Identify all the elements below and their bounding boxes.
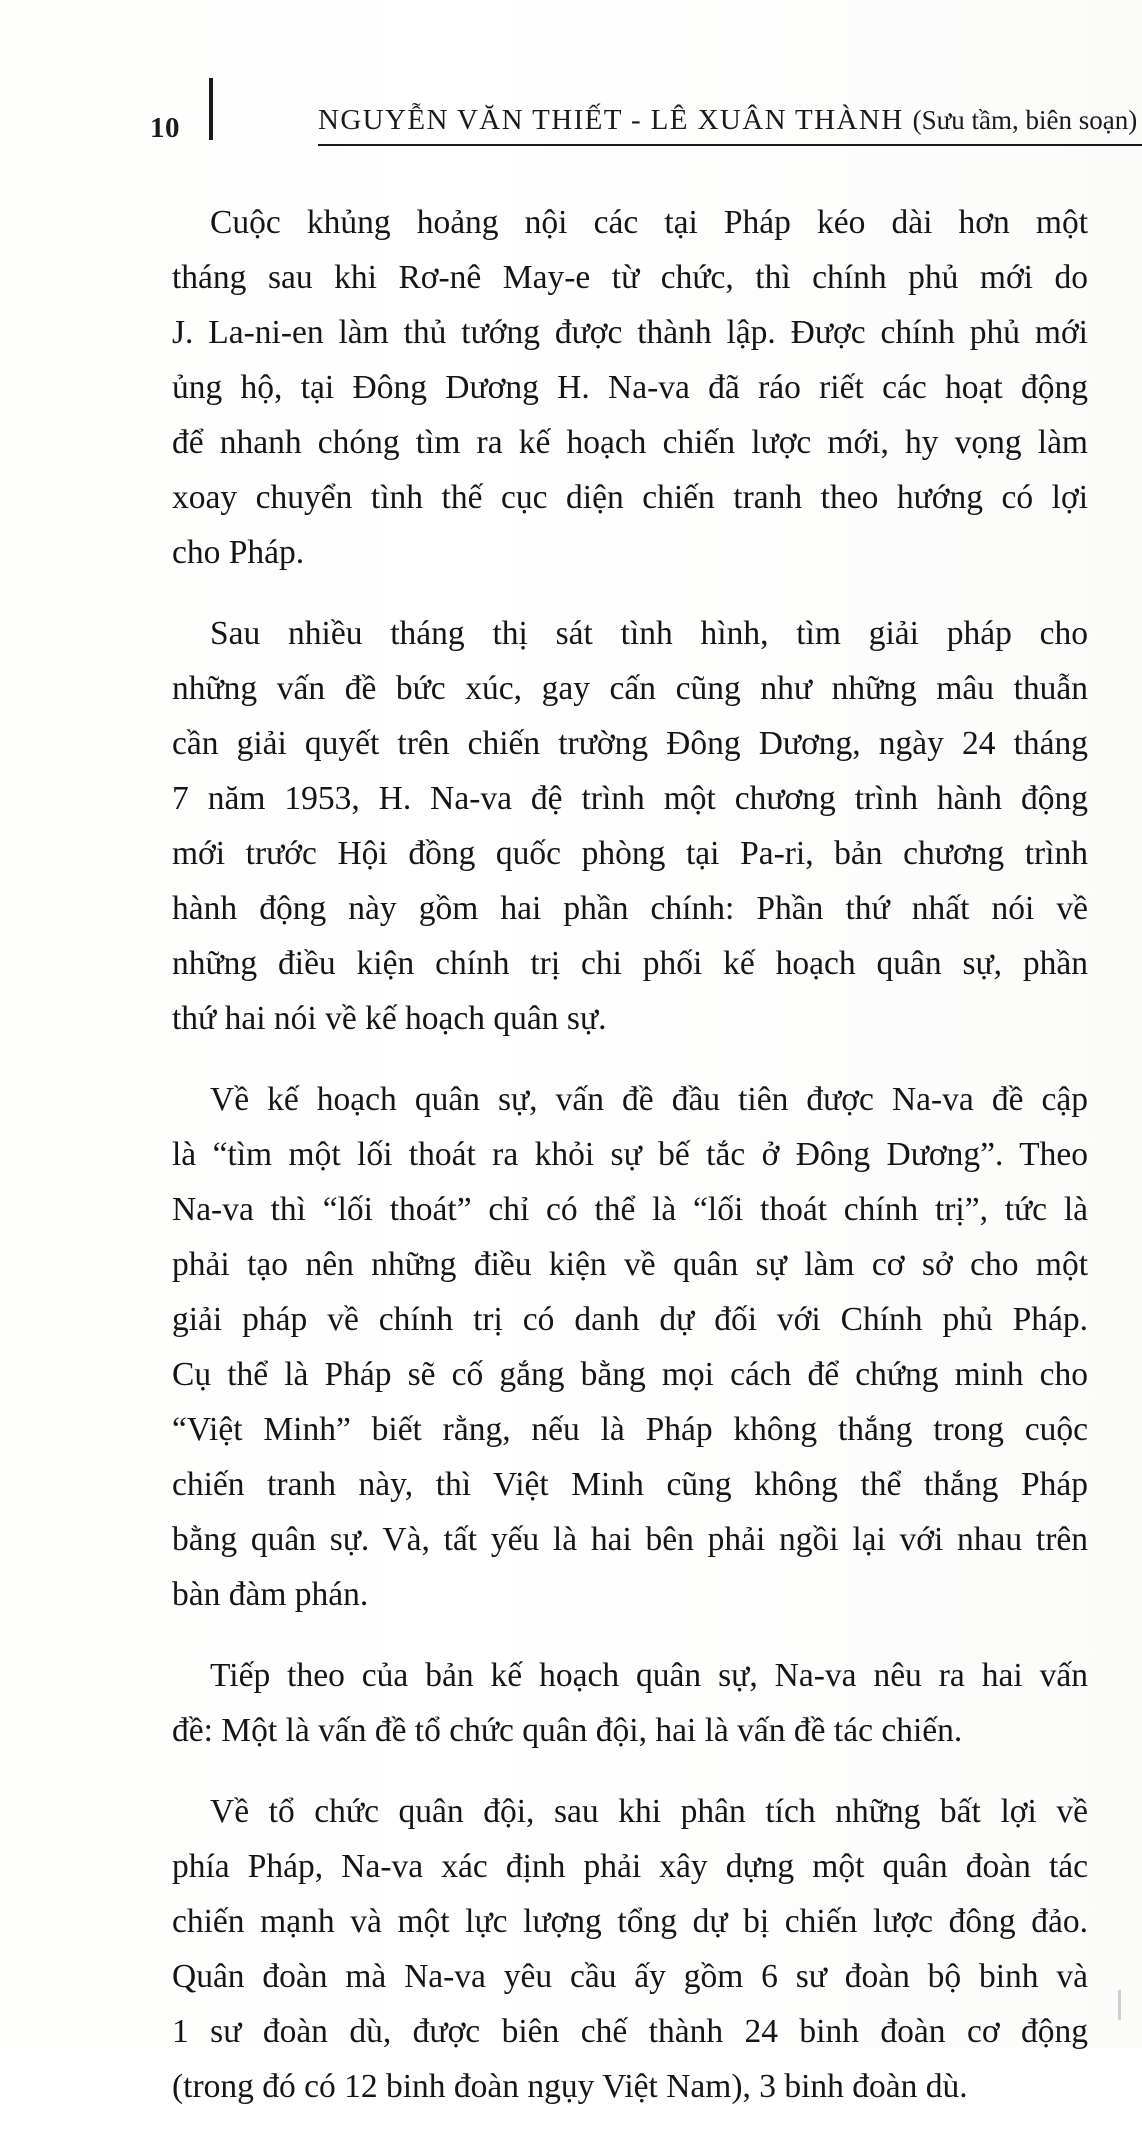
page-edge-mark bbox=[1118, 1990, 1121, 2020]
text-line: Tiếp theo của bản kế hoạch quân sự, Na-va nêu ra hai vấn bbox=[210, 1657, 1088, 1694]
text-line: mới trước Hội đồng quốc phòng tại Pa-ri, bản chương trình bbox=[172, 835, 1088, 872]
text-line: J. La-ni-en làm thủ tướng được thành lập. Được chính phủ mới bbox=[172, 314, 1088, 351]
text-line: phải tạo nên những điều kiện về quân sự làm cơ sở cho một bbox=[172, 1246, 1088, 1283]
text-line: cho Pháp. bbox=[172, 534, 305, 571]
text-line: đề: Một là vấn đề tổ chức quân đội, hai là vấn đề tác chiến. bbox=[172, 1712, 963, 1749]
text-line: xoay chuyển tình thế cục diện chiến tranh theo hướng có lợi bbox=[172, 479, 1088, 516]
header-divider bbox=[209, 78, 213, 140]
text-line: những điều kiện chính trị chi phối kế hoạch quân sự, phần bbox=[172, 945, 1088, 982]
text-line: phía Pháp, Na-va xác định phải xây dựng một quân đoàn tác bbox=[172, 1848, 1088, 1885]
text-line: Cuộc khủng hoảng nội các tại Pháp kéo dài hơn một bbox=[210, 204, 1088, 241]
text-line: Sau nhiều tháng thị sát tình hình, tìm giải pháp cho bbox=[210, 615, 1088, 652]
text-line: Về kế hoạch quân sự, vấn đề đầu tiên được Na-va đề cập bbox=[210, 1081, 1088, 1118]
text-line: bằng quân sự. Và, tất yếu là hai bên phải ngồi lại với nhau trên bbox=[172, 1521, 1088, 1558]
paragraph bbox=[172, 606, 1088, 1046]
paragraph bbox=[172, 195, 1088, 580]
text-line: hành động này gồm hai phần chính: Phần thứ nhất nói về bbox=[172, 890, 1088, 927]
text-line: giải pháp về chính trị có danh dự đối với Chính phủ Pháp. bbox=[172, 1301, 1088, 1338]
running-head-role: (Sưu tầm, biên soạn) bbox=[912, 105, 1138, 135]
running-head-authors: NGUYỄN VĂN THIẾT - LÊ XUÂN THÀNH bbox=[318, 104, 904, 136]
paragraph bbox=[172, 1784, 1088, 2114]
text-line: chiến mạnh và một lực lượng tổng dự bị chiến lược đông đảo. bbox=[172, 1903, 1088, 1940]
text-line: bàn đàm phán. bbox=[172, 1576, 369, 1613]
text-line: ủng hộ, tại Đông Dương H. Na-va đã ráo riết các hoạt động bbox=[172, 369, 1088, 406]
text-line: là “tìm một lối thoát ra khỏi sự bế tắc ở Đông Dương”. Theo bbox=[172, 1136, 1088, 1173]
text-line: Về tổ chức quân đội, sau khi phân tích những bất lợi về bbox=[210, 1793, 1088, 1830]
text-line: những vấn đề bức xúc, gay cấn cũng như những mâu thuẫn bbox=[172, 670, 1088, 707]
text-line: chiến tranh này, thì Việt Minh cũng không thể thắng Pháp bbox=[172, 1466, 1088, 1503]
text-line: cần giải quyết trên chiến trường Đông Dương, ngày 24 tháng bbox=[172, 725, 1088, 762]
text-line: Cụ thể là Pháp sẽ cố gắng bằng mọi cách để chứng minh cho bbox=[172, 1356, 1088, 1393]
paragraph bbox=[172, 1648, 1088, 1758]
text-line: (trong đó có 12 binh đoàn ngụy Việt Nam), 3 binh đoàn dù. bbox=[172, 2068, 968, 2105]
text-line: 7 năm 1953, H. Na-va đệ trình một chương trình hành động bbox=[172, 780, 1088, 817]
body-text bbox=[172, 195, 1088, 2140]
text-line: thứ hai nói về kế hoạch quân sự. bbox=[172, 1000, 607, 1037]
text-line: tháng sau khi Rơ-nê May-e từ chức, thì chính phủ mới do bbox=[172, 259, 1088, 296]
paragraph bbox=[172, 1072, 1088, 1622]
page-number: 10 bbox=[150, 112, 180, 144]
text-line: để nhanh chóng tìm ra kế hoạch chiến lược mới, hy vọng làm bbox=[172, 424, 1088, 461]
running-head bbox=[318, 104, 1142, 146]
page-header bbox=[150, 78, 1138, 150]
text-line: Quân đoàn mà Na-va yêu cầu ấy gồm 6 sư đoàn bộ binh và bbox=[172, 1958, 1088, 1995]
text-line: 1 sư đoàn dù, được biên chế thành 24 binh đoàn cơ động bbox=[172, 2013, 1088, 2050]
text-line: “Việt Minh” biết rằng, nếu là Pháp không thắng trong cuộc bbox=[172, 1411, 1088, 1448]
text-line: Na-va thì “lối thoát” chỉ có thể là “lối thoát chính trị”, tức là bbox=[172, 1191, 1088, 1228]
